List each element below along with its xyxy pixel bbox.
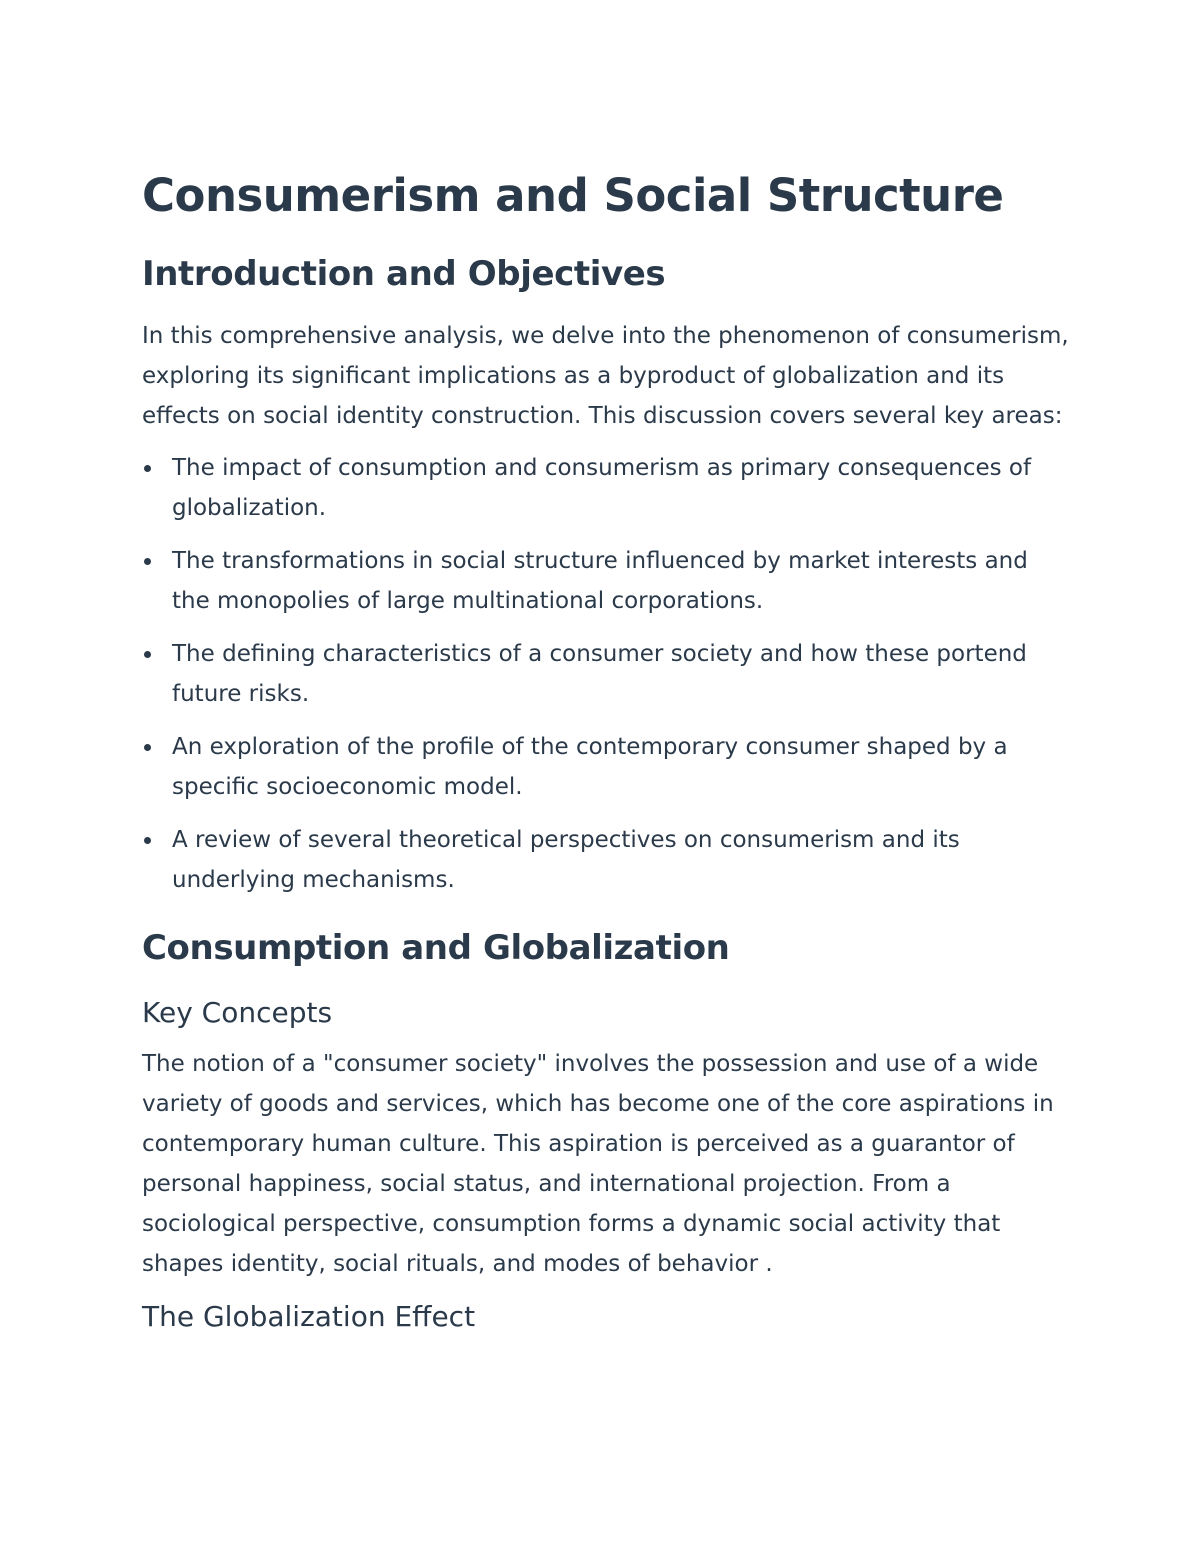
list-item-text: The defining characteristics of a consumer society and how these portend future risks. [172, 641, 1027, 707]
key-concepts-paragraph: The notion of a "consumer society" involves the possession and use of a wide variety of goods and services, which has become one of the core aspirations in contemporary human culture. This aspiration is perceived as a guarantor of personal happiness, social status, and international projection. From a sociological perspective, consumption forms a dynamic social activity that shapes identity, social rituals, and modes of behavior . [142, 1051, 1054, 1277]
subheading-globalization-effect: The Globalization Effect [142, 1300, 476, 1333]
list-item [142, 634, 1072, 714]
intro-paragraph: In this comprehensive analysis, we delve into the phenomenon of consumerism, exploring its significant implications as a byproduct of globalization and its effects on social identity construction. This discussion covers several key areas: [142, 323, 1069, 429]
list-item [142, 448, 1072, 528]
bullet-icon [144, 651, 151, 658]
bullet-icon [144, 465, 151, 472]
list-item-text: The transformations in social structure influenced by market interests and the monopolies of large multinational corporations. [172, 548, 1028, 614]
list-item [142, 541, 1072, 621]
subheading-key-concepts: Key Concepts [142, 996, 333, 1029]
section-heading-consumption: Consumption and Globalization [142, 928, 730, 968]
document-title: Consumerism and Social Structure [142, 169, 1004, 222]
list-item-text: A review of several theoretical perspectives on consumerism and its underlying mechanisms. [172, 827, 960, 893]
list-item-text: An exploration of the profile of the contemporary consumer shaped by a specific socioeconomic model. [172, 734, 1008, 800]
bullet-icon [144, 744, 151, 751]
bullet-icon [144, 837, 151, 844]
document-page [142, 168, 1072, 1336]
objectives-list [142, 448, 1072, 900]
bullet-icon [144, 558, 151, 565]
section-heading-introduction: Introduction and Objectives [142, 254, 666, 294]
list-item [142, 820, 1072, 900]
list-item-text: The impact of consumption and consumerism as primary consequences of globalization. [172, 455, 1032, 521]
list-item [142, 727, 1072, 807]
